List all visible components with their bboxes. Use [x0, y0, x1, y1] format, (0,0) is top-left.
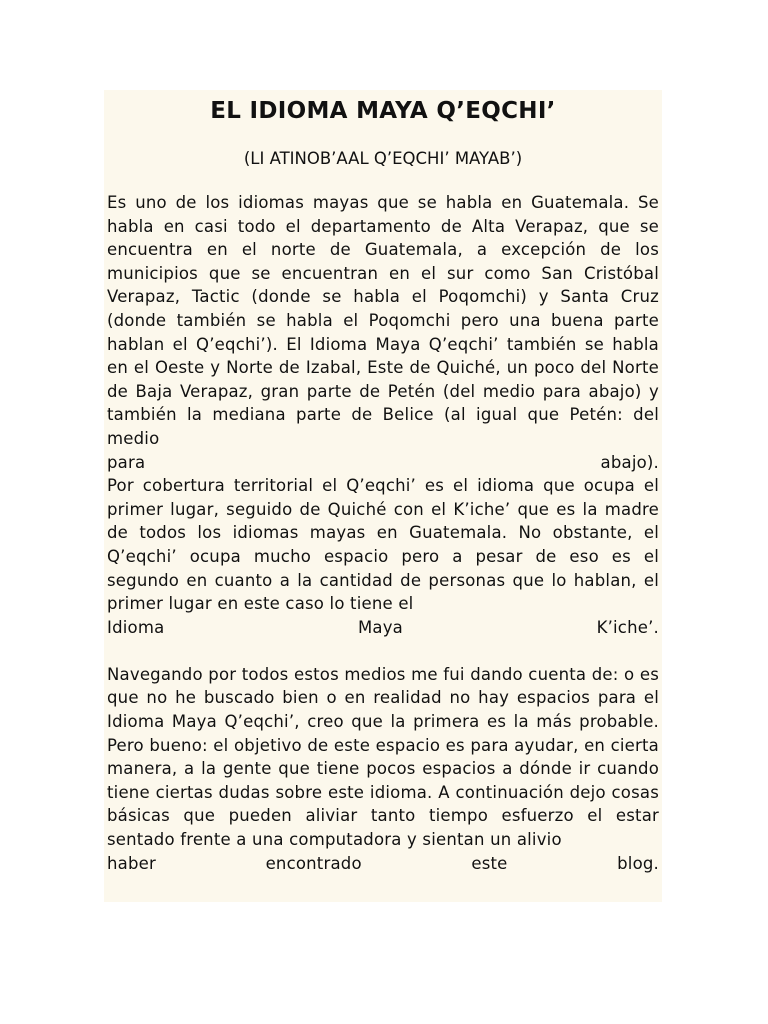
word: encontrado	[265, 853, 362, 873]
word: para	[107, 452, 146, 472]
word: Idioma	[107, 617, 165, 637]
paragraph-1-last-line	[107, 451, 659, 475]
document-title: EL IDIOMA MAYA Q’EQCHI’	[210, 98, 556, 124]
word: K’iche’.	[596, 617, 659, 637]
word: abajo).	[600, 452, 659, 472]
paragraph-3: Navegando por todos estos medios me fui dando cuenta de: o es que no he buscado bien o en realidad no hay espacios para el Idioma Maya Q’eqchi’, creo que la primera es la más probable. Pero bueno: el objetivo de este espacio es para ayudar, en cierta manera, a la gente que tiene pocos espacios a dónde ir cuando tiene ciertas dudas sobre este idioma. A continuación dejo cosas básicas que pueden aliviar tanto tiempo esfuerzo el estar sentado frente a una computadora y sientan un alivio	[107, 664, 659, 850]
paragraph-1: Es uno de los idiomas mayas que se habla en Guatemala. Se habla en casi todo el departamento de Alta Verapaz, que se encuentra en el norte de Guatemala, a excepción de los municipios que se encuentran en el sur como San Cristóbal Verapaz, Tactic (donde se habla el Poqomchi) y Santa Cruz (donde también se habla el Poqomchi pero una buena parte hablan el Q’eqchi’). El Idioma Maya Q’eqchi’ también se habla en el Oeste y Norte de Izabal, Este de Quiché, un poco del Norte de Baja Verapaz, gran parte de Petén (del medio para abajo) y también la mediana parte de Belice (al igual que Petén: del medio	[107, 193, 659, 448]
paragraph-2-last-line	[107, 616, 659, 640]
document-subtitle: (LI ATINOB’AAL Q’EQCHI’ MAYAB’)	[243, 149, 523, 168]
paragraph-3-last-line	[107, 852, 659, 876]
document-page	[104, 90, 662, 902]
word: Maya	[357, 617, 403, 637]
word: haber	[107, 853, 156, 873]
paragraph-2: Por cobertura territorial el Q’eqchi’ es el idioma que ocupa el primer lugar, seguido de Quiché con el K’iche’ que es la madre de todos los idiomas mayas en Guatemala. No obstante, el Q’eqchi’ ocupa mucho espacio pero a pesar de eso es el segundo en cuanto a la cantidad de personas que lo hablan, el primer lugar en este caso lo tiene el	[107, 476, 659, 614]
word: este	[471, 853, 508, 873]
word: blog.	[617, 853, 659, 873]
